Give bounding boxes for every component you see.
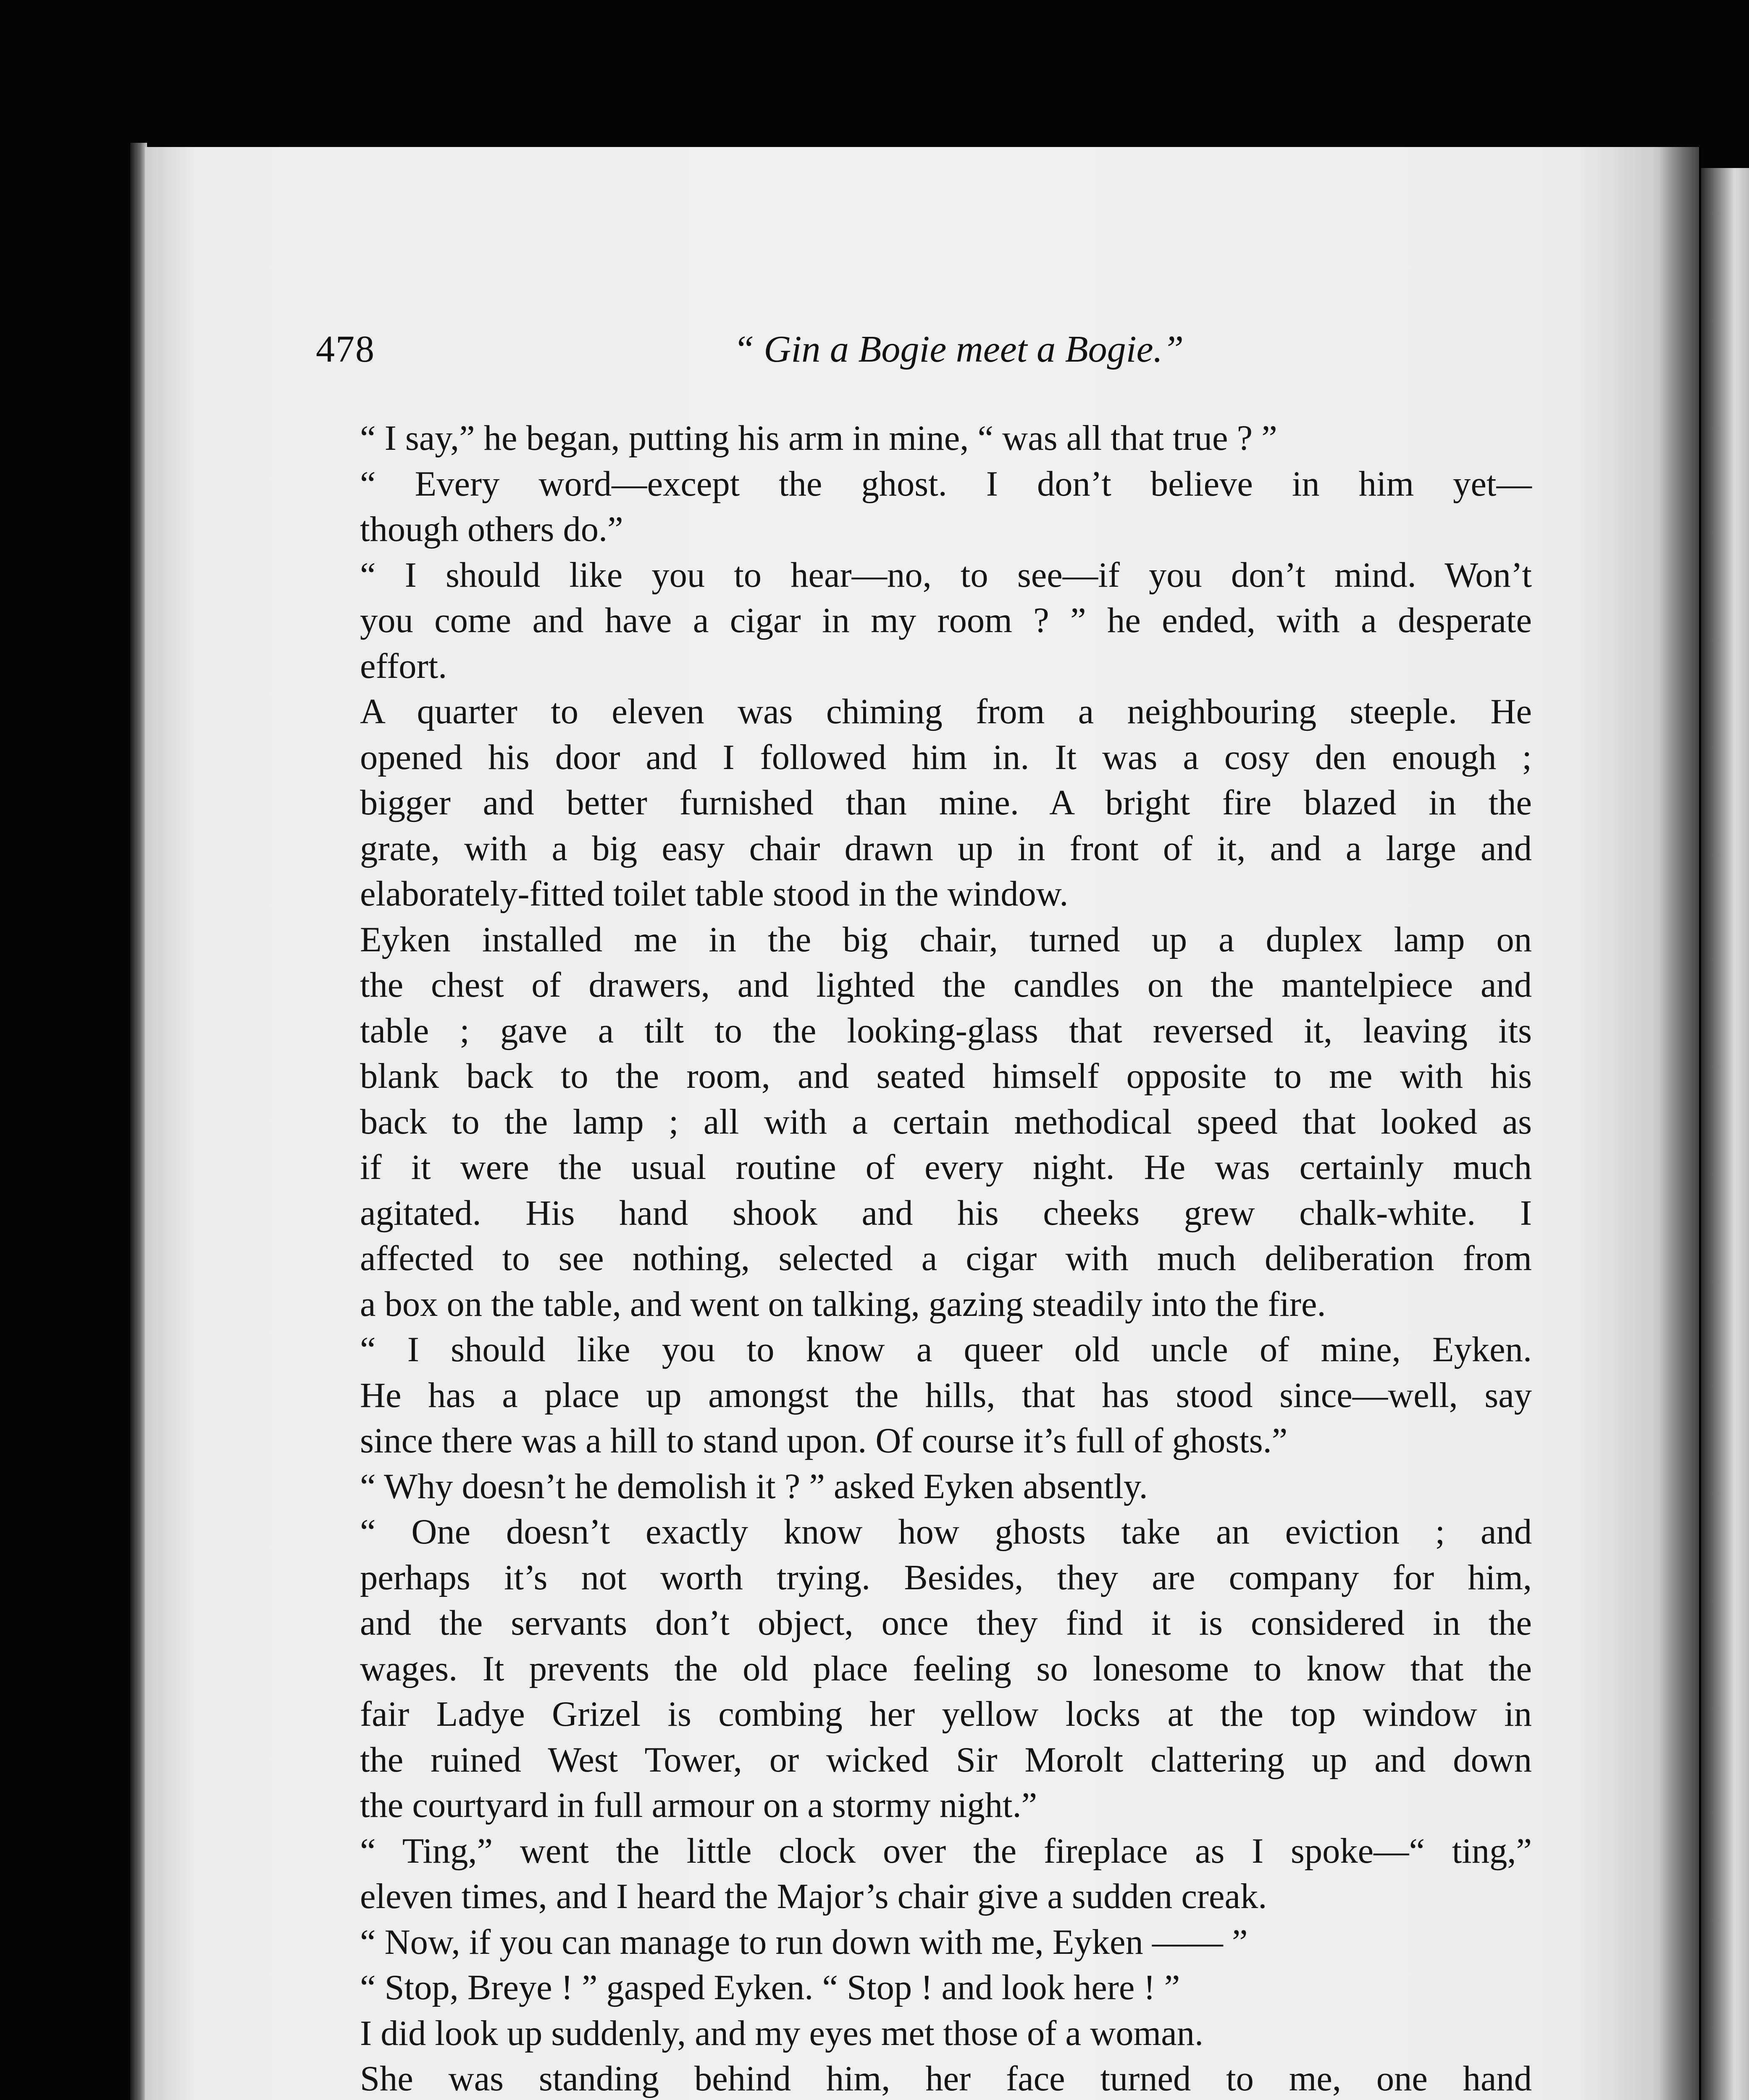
- text-line: “ Stop, Breye ! ” gasped Eyken. “ Stop ! and look here ! ”: [360, 1968, 1180, 2007]
- text-line: back to the lamp ; all with a certain methodical speed that looked as: [360, 1102, 1532, 1142]
- text-line: He has a place up amongst the hills, that has stood since—well, say: [360, 1376, 1532, 1415]
- body-text: [316, 416, 1532, 2100]
- text-line: A quarter to eleven was chiming from a neighbouring steeple. He: [360, 692, 1532, 731]
- paragraph: [316, 1965, 1532, 2011]
- text-line: if it were the usual routine of every night. He was certainly much: [360, 1148, 1532, 1187]
- text-line: “ Every word—except the ghost. I don’t believe in him yet—: [360, 464, 1532, 504]
- next-page-edge: [1701, 168, 1749, 2100]
- paragraph: [316, 1464, 1532, 1510]
- paragraph: [316, 2011, 1532, 2057]
- text-line: “ I should like you to know a queer old uncle of mine, Eyken.: [360, 1330, 1532, 1369]
- text-line: “ I say,” he began, putting his arm in mine, “ was all that true ? ”: [360, 419, 1277, 458]
- text-line: bigger and better furnished than mine. A bright fire blazed in the: [360, 783, 1532, 822]
- text-line: though others do.”: [360, 510, 623, 549]
- text-line: “ I should like you to hear—no, to see—if you don’t mind. Won’t: [360, 555, 1532, 595]
- paragraph: [316, 689, 1532, 917]
- text-line: fair Ladye Grizel is combing her yellow locks at the top window in: [360, 1695, 1532, 1734]
- text-line: wages. It prevents the old place feeling so lonesome to know that the: [360, 1649, 1532, 1688]
- paragraph: [316, 1829, 1532, 1920]
- paragraph: [316, 1509, 1532, 1829]
- text-line: the courtyard in full armour on a stormy night.”: [360, 1786, 1037, 1825]
- text-line: “ Now, if you can manage to run down with me, Eyken —— ”: [360, 1922, 1248, 1962]
- page-number: 478: [316, 328, 375, 370]
- text-line: grate, with a big easy chair drawn up in front of it, and a large and: [360, 829, 1532, 868]
- paragraph: [316, 553, 1532, 690]
- spine-shadow: [1659, 147, 1701, 2100]
- text-line: the chest of drawers, and lighted the candles on the mantelpiece and: [360, 966, 1532, 1005]
- paragraph: [316, 2056, 1532, 2100]
- paragraph: [316, 1920, 1532, 1966]
- text-line: and the servants don’t object, once they find it is considered in the: [360, 1604, 1532, 1643]
- page-header: [316, 319, 1534, 382]
- paragraph: [316, 416, 1532, 462]
- text-line: table ; gave a tilt to the looking-glass that reversed it, leaving its: [360, 1011, 1532, 1050]
- text-line: perhaps it’s not worth trying. Besides, they are company for him,: [360, 1558, 1532, 1597]
- text-line: effort.: [360, 646, 447, 686]
- text-line: eleven times, and I heard the Major’s chair give a sudden creak.: [360, 1877, 1267, 1916]
- paragraph: [316, 1327, 1532, 1464]
- text-line: Eyken installed me in the big chair, turned up a duplex lamp on: [360, 920, 1532, 959]
- text-line: opened his door and I followed him in. It was a cosy den enough ;: [360, 738, 1532, 777]
- text-line: She was standing behind him, her face turned to me, one hand: [360, 2059, 1532, 2098]
- text-line: “ One doesn’t exactly know how ghosts take an eviction ; and: [360, 1512, 1532, 1551]
- text-line: “ Ting,” went the little clock over the fireplace as I spoke—“ ting,”: [360, 1831, 1532, 1871]
- text-line: blank back to the room, and seated himself opposite to me with his: [360, 1057, 1532, 1096]
- text-line: the ruined West Tower, or wicked Sir Morolt clattering up and down: [360, 1740, 1532, 1780]
- text-line: you come and have a cigar in my room ? ” he ended, with a desperate: [360, 601, 1532, 640]
- text-line: affected to see nothing, selected a cigar with much deliberation from: [360, 1239, 1532, 1278]
- text-line: since there was a hill to stand upon. Of course it’s full of ghosts.”: [360, 1421, 1288, 1460]
- text-line: elaborately-fitted toilet table stood in the window.: [360, 874, 1069, 914]
- running-title: “ Gin a Bogie meet a Bogie.”: [733, 328, 1184, 370]
- paragraph: [316, 462, 1532, 553]
- paragraph: [316, 917, 1532, 1328]
- text-line: a box on the table, and went on talking, gazing steadily into the fire.: [360, 1284, 1326, 1324]
- page-left-edge: [130, 143, 147, 2100]
- text-line: “ Why doesn’t he demolish it ? ” asked Eyken absently.: [360, 1467, 1148, 1506]
- text-line: agitated. His hand shook and his cheeks grew chalk-white. I: [360, 1193, 1532, 1233]
- text-line: I did look up suddenly, and my eyes met those of a woman.: [360, 2013, 1204, 2053]
